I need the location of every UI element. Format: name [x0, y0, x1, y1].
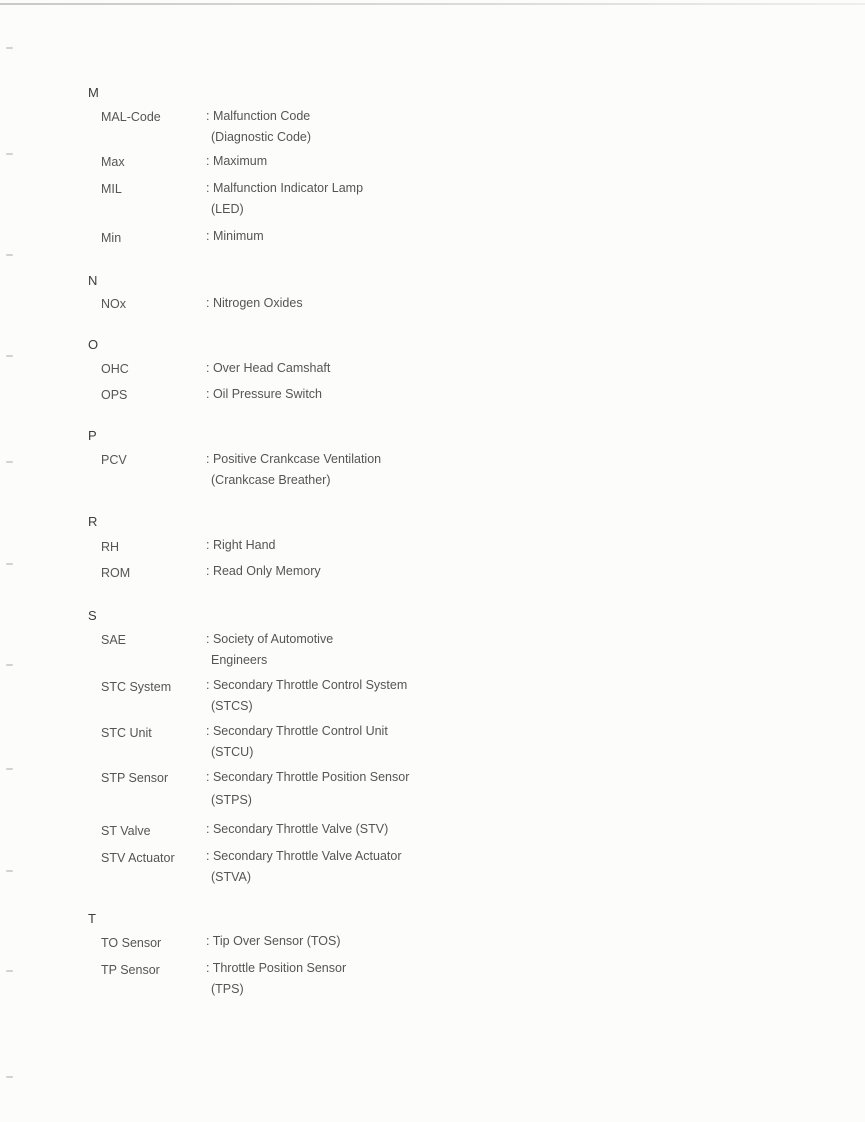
- definition-tp-sensor: [206, 958, 346, 1000]
- definition-stp-sensor: [206, 766, 409, 812]
- definition-line: : Secondary Throttle Control System: [206, 678, 408, 692]
- definition-line: : Tip Over Sensor (TOS): [206, 934, 341, 948]
- term-mil: MIL: [101, 182, 122, 196]
- term-stc-system: STC System: [101, 680, 172, 694]
- definition-line: (STVA): [211, 870, 252, 884]
- definition-mal-code: [206, 106, 311, 148]
- definition-rom: [206, 561, 321, 582]
- definition-max: [206, 151, 267, 172]
- definition-min: [206, 226, 264, 247]
- definition-line: : Secondary Throttle Position Sensor: [206, 770, 410, 784]
- term-max: Max: [101, 155, 125, 169]
- definition-line: : Malfunction Indicator Lamp: [206, 181, 364, 195]
- binder-mark: [6, 461, 13, 463]
- binder-mark: [6, 1076, 13, 1078]
- definition-line: : Society of Automotive: [206, 632, 334, 646]
- binder-mark: [6, 355, 13, 357]
- term-ops: OPS: [101, 388, 128, 402]
- definition-rh: [206, 535, 275, 556]
- definition-line: : Nitrogen Oxides: [206, 296, 303, 310]
- definition-st-valve: [206, 819, 388, 840]
- definition-line: (Diagnostic Code): [211, 130, 312, 144]
- binder-mark: [6, 563, 13, 565]
- term-min: Min: [101, 231, 122, 245]
- binder-mark: [6, 768, 13, 770]
- definition-line: : Secondary Throttle Valve Actuator: [206, 849, 402, 863]
- definition-sae: [206, 629, 333, 671]
- binder-mark: [6, 970, 13, 972]
- binder-mark: [6, 664, 13, 666]
- term-rh: RH: [101, 540, 120, 554]
- term-stc-unit: STC Unit: [101, 726, 152, 740]
- term-stv-actuator: STV Actuator: [101, 851, 175, 865]
- definition-pcv: [206, 449, 381, 491]
- definition-line: (STPS): [211, 793, 252, 807]
- definition-stv-actuator: [206, 846, 401, 888]
- section-letter-n: N: [88, 273, 98, 288]
- definition-line: : Read Only Memory: [206, 564, 321, 578]
- definition-line: (TPS): [211, 982, 244, 996]
- term-to-sensor: TO Sensor: [101, 936, 162, 950]
- term-st-valve: ST Valve: [101, 824, 151, 838]
- section-letter-m: M: [88, 85, 99, 100]
- definition-line: (Crankcase Breather): [211, 473, 331, 487]
- definition-line: : Malfunction Code: [206, 109, 311, 123]
- term-mal-code: MAL-Code: [101, 110, 161, 124]
- definition-line: : Secondary Throttle Control Unit: [206, 724, 388, 738]
- term-sae: SAE: [101, 633, 127, 647]
- section-letter-r: R: [88, 514, 98, 529]
- binder-mark: [6, 870, 13, 872]
- term-rom: ROM: [101, 566, 131, 580]
- definition-line: : Maximum: [206, 154, 268, 168]
- term-tp-sensor: TP Sensor: [101, 963, 160, 977]
- binder-mark: [6, 47, 13, 49]
- term-pcv: PCV: [101, 453, 127, 467]
- definition-mil: [206, 178, 363, 220]
- term-stp-sensor: STP Sensor: [101, 771, 169, 785]
- section-letter-o: O: [88, 337, 99, 352]
- definition-line: : Minimum: [206, 229, 264, 243]
- top-rule: [0, 3, 865, 5]
- definition-line: : Throttle Position Sensor: [206, 961, 347, 975]
- definition-line: (STCS): [211, 699, 253, 713]
- definition-line: : Positive Crankcase Ventilation: [206, 452, 382, 466]
- binder-mark: [6, 153, 13, 155]
- definition-ops: [206, 384, 322, 405]
- definition-to-sensor: [206, 931, 341, 952]
- term-ohc: OHC: [101, 362, 129, 376]
- term-nox: NOx: [101, 297, 126, 311]
- definition-line: (STCU): [211, 745, 254, 759]
- definition-line: (LED): [211, 202, 244, 216]
- binder-mark: [6, 254, 13, 256]
- definition-line: : Right Hand: [206, 538, 276, 552]
- definition-line: : Over Head Camshaft: [206, 361, 331, 375]
- definition-ohc: [206, 358, 330, 379]
- section-letter-s: S: [88, 608, 97, 623]
- section-letter-p: P: [88, 428, 97, 443]
- section-letter-t: T: [88, 911, 96, 926]
- definition-line: Engineers: [211, 653, 268, 667]
- definition-line: : Secondary Throttle Valve (STV): [206, 822, 389, 836]
- definition-stc-system: [206, 675, 407, 717]
- definition-nox: [206, 293, 303, 314]
- definition-line: : Oil Pressure Switch: [206, 387, 323, 401]
- definition-stc-unit: [206, 721, 388, 763]
